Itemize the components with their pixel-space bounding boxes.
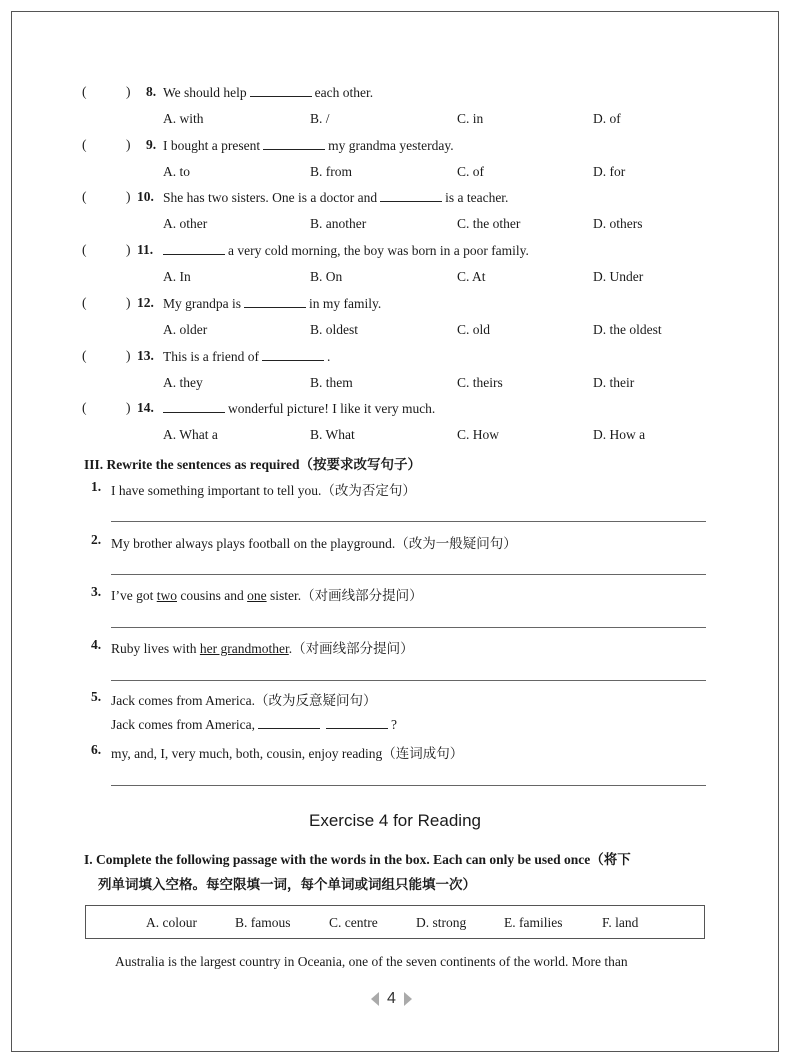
answer-paren-right: ) [126,348,131,363]
option-d[interactable]: D. Under [593,269,644,284]
rewrite-5-num: 5. [91,689,102,704]
option-a[interactable]: A. with [163,111,204,126]
option-b[interactable]: B. from [310,164,352,179]
option-b[interactable]: B. / [310,111,330,126]
fill-blank[interactable] [262,348,324,361]
answer-paren-right: ) [126,295,131,310]
section3-title: III. Rewrite the sentences as required（按要求改写句子） [84,457,421,472]
option-c[interactable]: C. At [457,269,486,284]
rewrite-5-line2: Jack comes from America, ? [111,717,397,732]
answer-paren-right: ) [126,242,131,257]
option-c[interactable]: C. in [457,111,484,126]
answer-paren-left: ( [82,295,87,310]
answer-line-2[interactable] [111,574,706,575]
exercise-heading: Exercise 4 for Reading [309,811,481,830]
box-word-a: A. colour [146,915,197,930]
question-number: 10. [137,189,154,204]
fill-blank[interactable] [250,84,312,97]
option-d[interactable]: D. of [593,111,621,126]
passage-text: Australia is the largest country in Oceania, one of the seven continents of the world. More than [115,954,628,969]
option-c[interactable]: C. of [457,164,484,179]
answer-slot[interactable] [92,242,122,258]
answer-paren-right: ) [126,400,131,415]
question-text: We should help each other. [163,85,374,100]
answer-paren-left: ( [82,189,87,204]
option-d[interactable]: D. their [593,375,635,390]
answer-slot[interactable] [92,400,122,416]
option-a[interactable]: A. older [163,322,208,337]
question-text: She has two sisters. One is a doctor and is a teacher. [163,190,509,205]
answer-line-4[interactable] [111,680,706,681]
answer-slot[interactable] [92,295,122,311]
question-text: wonderful picture! I like it very much. [163,400,435,417]
rewrite-3-text: I’ve got two cousins and one sister.（对画线部分提问） [111,588,423,603]
answer-slot[interactable] [92,84,122,100]
option-a[interactable]: A. What a [163,427,218,442]
fill-blank[interactable] [380,189,442,202]
box-word-d: D. strong [416,915,467,930]
box-word-b: B. famous [235,915,291,930]
option-d[interactable]: D. How a [593,427,646,442]
question-number: 12. [137,295,154,310]
option-d[interactable]: D. for [593,164,626,179]
answer-slot[interactable] [92,189,122,205]
answer-paren-left: ( [82,242,87,257]
box-word-c: C. centre [329,915,378,930]
rewrite-3-num: 3. [91,584,102,599]
rewrite-1-text: I have something important to tell you.（改为否定句） [111,483,416,498]
option-b[interactable]: B. them [310,375,353,390]
rewrite-5-text: Jack comes from America.（改为反意疑问句） [111,693,377,708]
rewrite-2-text: My brother always plays football on the playground.（改为一般疑问句） [111,536,517,551]
option-a[interactable]: A. they [163,375,203,390]
question-text: I bought a present my grandma yesterday. [163,138,454,153]
answer-line-1[interactable] [111,521,706,522]
option-d[interactable]: D. the oldest [593,322,662,337]
answer-paren-right: ) [126,189,131,204]
question-number: 11. [137,242,154,257]
option-c[interactable]: C. the other [457,216,521,231]
prev-page-icon[interactable] [371,992,379,1006]
next-page-icon[interactable] [404,992,412,1006]
option-a[interactable]: A. other [163,216,208,231]
option-b[interactable]: B. On [310,269,343,284]
section1-title-line2: 列单词填入空格。每空限填一词，每个单词或词组只能填一次） [98,877,476,892]
question-number: 9. [146,137,157,152]
underlined-her-grandmother: her grandmother [199,641,289,656]
page-navigation [371,990,412,1008]
tag-blank-1[interactable] [258,716,320,729]
answer-paren-left: ( [82,348,87,363]
fill-blank[interactable] [263,137,325,150]
underlined-two: two [156,588,177,603]
page-number: 4 [387,990,396,1007]
rewrite-4-text: Ruby lives with her grandmother.（对画线部分提问） [111,641,414,656]
answer-slot[interactable] [92,348,122,364]
rewrite-6-num: 6. [91,742,102,757]
question-text: a very cold morning, the boy was born in a poor family. [163,242,529,259]
fill-blank[interactable] [163,400,225,413]
question-text: This is a friend of . [163,349,331,364]
answer-paren-right: ) [126,84,131,99]
underlined-one: one [247,588,267,603]
question-text: My grandpa is in my family. [163,296,382,311]
option-a[interactable]: A. to [163,164,190,179]
fill-blank[interactable] [163,242,225,255]
option-b[interactable]: B. oldest [310,322,359,337]
answer-line-6[interactable] [111,785,706,786]
answer-paren-left: ( [82,137,87,152]
answer-slot[interactable] [92,137,122,153]
section1-title-line1: I. Complete the following passage with the words in the box. Each can only be used once（将下 [84,852,631,867]
option-a[interactable]: A. In [163,269,191,284]
option-b[interactable]: B. another [310,216,367,231]
option-b[interactable]: B. What [310,427,355,442]
answer-line-3[interactable] [111,627,706,628]
question-number: 14. [137,400,154,415]
word-box [85,905,705,939]
question-number: 13. [137,348,154,363]
tag-blank-2[interactable] [326,716,388,729]
box-word-e: E. families [504,915,563,930]
option-d[interactable]: D. others [593,216,643,231]
box-word-f: F. land [602,915,639,930]
option-c[interactable]: C. How [457,427,500,442]
answer-paren-right: ) [126,137,131,152]
answer-paren-left: ( [82,400,87,415]
option-c[interactable]: C. theirs [457,375,503,390]
question-number: 8. [146,84,157,99]
fill-blank[interactable] [244,295,306,308]
option-c[interactable]: C. old [457,322,491,337]
rewrite-6-text: my, and, I, very much, both, cousin, enjoy reading（连词成句） [111,746,464,761]
rewrite-4-num: 4. [91,637,102,652]
answer-paren-left: ( [82,84,87,99]
rewrite-1-num: 1. [91,479,102,494]
rewrite-2-num: 2. [91,532,102,547]
